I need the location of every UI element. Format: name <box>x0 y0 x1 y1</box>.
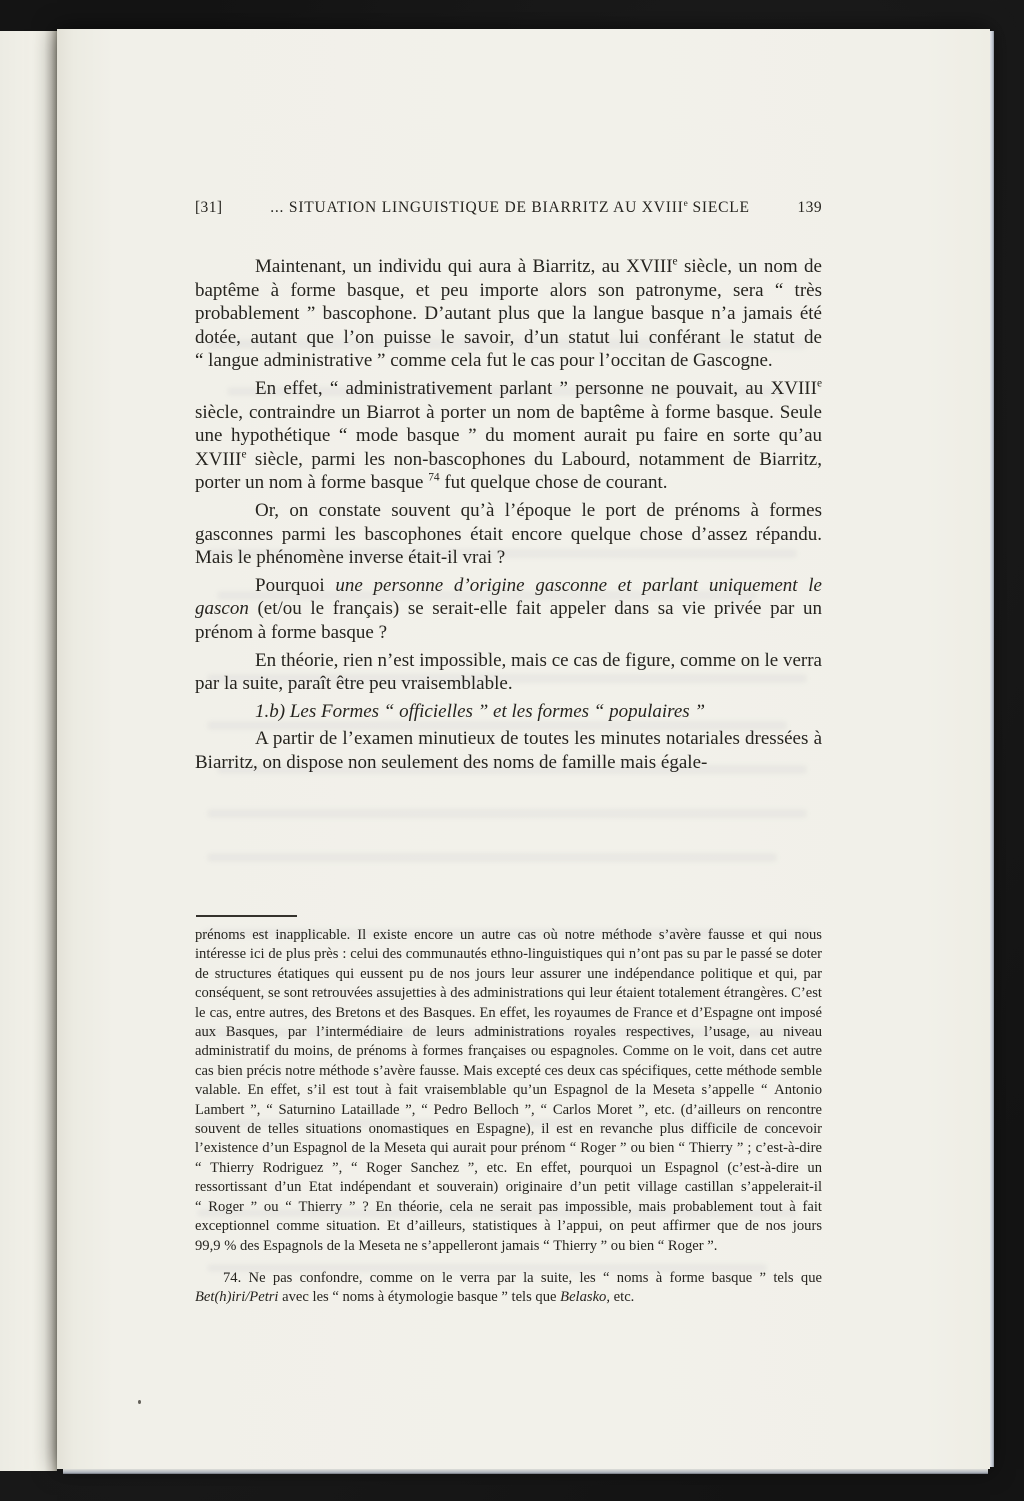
facing-page-edge <box>0 31 57 1471</box>
paragraph: En effet, “ administrativement parlant ” personne ne pouvait, au XVIIIe siècle, contraindre un Biarrot à porter un nom de baptême à forme basque. Seule une hypothétique “ mode basque ” du moment aurait pu faire en sorte qu’au XVIIIe siècle, parmi les non-bascophones du Labourd, notamment de Biarritz, porter un nom à forme basque $^{74}$ fut quelque chose de courant. <box>195 377 822 494</box>
footnote-74: 74. Ne pas confondre, comme on le verra par la suite, les “ noms à forme basque ” tels que Bet(h)iri/Petri avec les “ noms à étymologie basque ” tels que Belasko, etc. <box>195 1269 822 1306</box>
header-page-number: 139 <box>797 199 822 216</box>
bleedthrough-artifact <box>207 853 777 862</box>
running-header <box>195 199 822 217</box>
book-page <box>57 29 990 1469</box>
paragraph: Maintenant, un individu qui aura à Biarritz, au XVIIIe siècle, un nom de baptême à forme basque, et peu importe alors son patronyme, sera “ très probablement ” bascophone. D’autant plus que la langue basque n’a jamais été dotée, autant que l’on puisse le savoir, d’un statut lui conférant le statut de “ langue administrative ” comme cela fut le cas pour l’occitan de Gascogne. <box>195 255 822 372</box>
paragraph: En théorie, rien n’est impossible, mais ce cas de figure, comme on le verra par la suite, paraît être peu vraisemblable. <box>195 649 822 695</box>
bleedthrough-artifact <box>207 809 807 818</box>
paragraph: A partir de l’examen minutieux de toutes les minutes notariales dressées à Biarritz, on dispose non seulement des noms de famille mais égale- <box>195 728 822 773</box>
footnote-block <box>195 915 822 1308</box>
header-section-ref: [31] <box>195 199 223 216</box>
paragraph: Pourquoi une personne d’origine gasconne et parlant uniquement le gascon (et/ou le français) se serait-elle fait appeler dans sa vie privée par un prénom à forme basque ? <box>195 574 822 643</box>
header-running-title: ... SITUATION LINGUISTIQUE DE BIARRITZ AU XVIIIe SIECLE <box>270 198 750 216</box>
page-right-edge <box>990 31 994 1467</box>
section-heading: 1.b) Les Formes “ officielles ” et les formes “ populaires ” <box>255 700 706 722</box>
footnote-separator <box>196 915 297 917</box>
footnote-continuation: prénoms est inapplicable. Il existe encore un autre cas où notre méthode s’avère fausse et qui nous intéresse ici de plus près : celui des communautés ethno-linguistiques qui n’ont pas su par le passé se doter de structures étatiques qui eussent pu de nos jours leur assurer une indépendance politique et qui, par conséquent, se sont retrouvées assujetties à des administrations qui leur étaient totalement étrangères. C’est le cas, entre autres, des Bretons et des Basques. En effet, les royaumes de France et d’Espagne ont imposé aux Basques, par l’intermédiaire de leurs administrations royales respectives, l’usage, au niveau administratif du moins, de prénoms à formes françaises ou espagnoles. Comme on le voit, dans cet autre cas bien précis notre méthode s’avère fausse. Mais excepté ces deux cas spécifiques, cette méthode semble valable. En effet, s’il est tout à fait vraisemblable qu’un Espagnol de la Meseta s’appelle “ Antonio Lambert ”, “ Saturnino Lataillade ”, “ Pedro Belloch ”, “ Carlos Moret ”, etc. (d’ailleurs on rencontre souvent de telles situations onomastiques en Espagne), il est en revanche plus difficile de concevoir l’existence d’un Espagnol de la Meseta qui aurait pour prénom “ Roger ” ou bien “ Thierry ” ; c’est-à-dire “ Thierry Rodriguez ”, “ Roger Sanchez ”, etc. En effet, pourquoi un Espagnol (c’est-à-dire un ressortissant d’un Etat indépendant et souverain) originaire d’un petit village castillan s’appelerait-il “ Roger ” ou “ Thierry ” ? En théorie, cela ne serait pas impossible, mais probablement tout à fait exceptionnel comme situation. Et d’ailleurs, statistiques à l’appui, on peut affirmer que de nos jours 99,9 % des Espagnols de la Meseta ne s’appelleront jamais “ Thierry ” ou bien “ Roger ”. <box>195 927 822 1254</box>
paragraph: Or, on constate souvent qu’à l’époque le port de prénoms à formes gasconnes parmi les bascophones était encore quelque chose d’assez répandu. Mais le phénomène inverse était-il vrai ? <box>195 499 822 569</box>
ink-speck <box>138 1400 141 1404</box>
page-bottom-edge <box>63 1469 988 1474</box>
body-text <box>195 255 822 774</box>
page-content <box>195 198 822 1306</box>
